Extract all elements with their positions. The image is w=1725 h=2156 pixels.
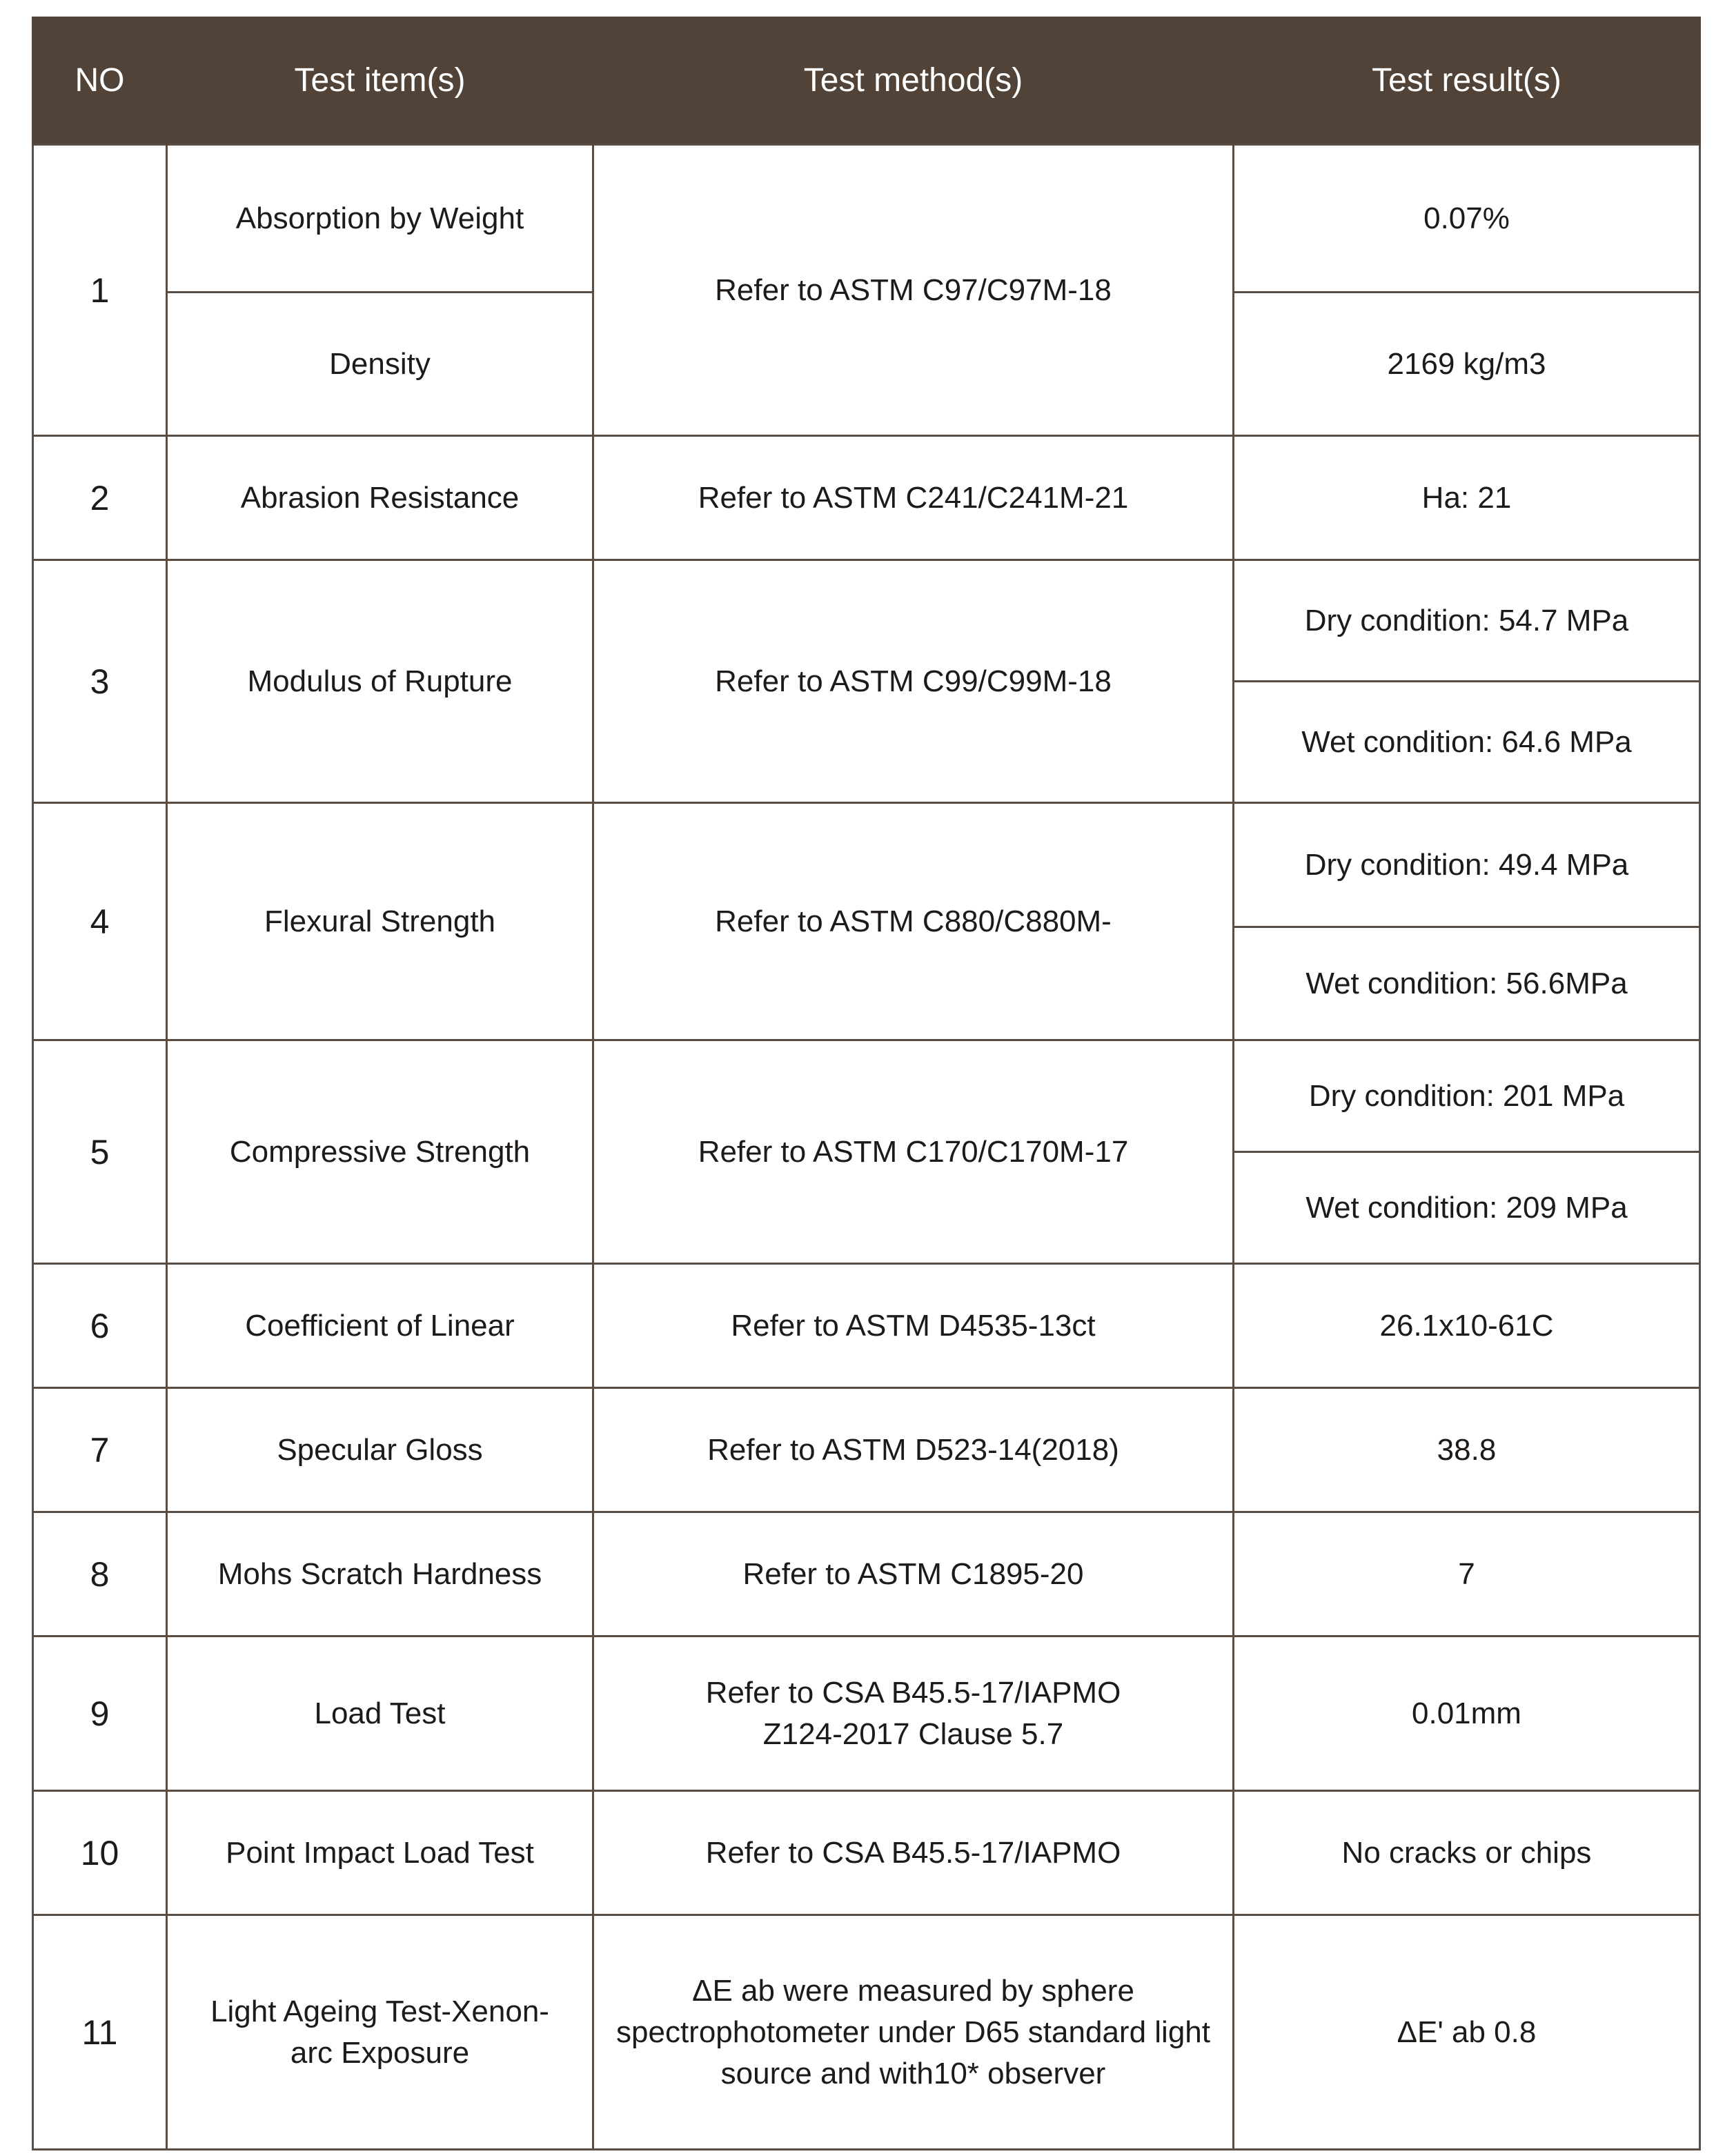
table-row [33,803,1700,927]
test-method-line: Z124-2017 Clause 5.7 [762,1717,1064,1751]
row-number: 9 [33,1636,167,1791]
row-number: 2 [33,436,167,560]
test-result: Wet condition: 64.6 MPa [1234,682,1700,803]
test-method-line: spectrophotometer under D65 standard light [616,2015,1210,2049]
header-test-result: Test result(s) [1234,17,1700,145]
test-result: 26.1x10-61C [1234,1264,1700,1388]
row-number: 5 [33,1040,167,1264]
test-item: Modulus of Rupture [167,560,593,803]
row-number: 11 [33,1915,167,2150]
test-method [593,1636,1234,1791]
header-no: NO [33,17,167,145]
test-method-line: ΔE ab were measured by sphere [692,1973,1134,2008]
test-result: Dry condition: 201 MPa [1234,1040,1700,1152]
table-row [33,1791,1700,1915]
test-result: Dry condition: 49.4 MPa [1234,803,1700,927]
test-result: Wet condition: 209 MPa [1234,1152,1700,1264]
test-item: Load Test [167,1636,593,1791]
table-row [33,1264,1700,1388]
test-result: 7 [1234,1512,1700,1636]
test-method [593,1915,1234,2150]
table-row [33,560,1700,682]
table-row [33,145,1700,293]
test-result: 38.8 [1234,1388,1700,1512]
test-item: Specular Gloss [167,1388,593,1512]
table-row [33,1636,1700,1791]
test-result: 0.01mm [1234,1636,1700,1791]
row-number: 8 [33,1512,167,1636]
header-test-method: Test method(s) [593,17,1234,145]
test-item: Absorption by Weight [167,145,593,293]
test-result: No cracks or chips [1234,1791,1700,1915]
test-item: Coefficient of Linear [167,1264,593,1388]
table-row [33,1915,1700,2150]
test-result: 0.07% [1234,145,1700,293]
test-item: Point Impact Load Test [167,1791,593,1915]
table-row [33,436,1700,560]
test-method: Refer to ASTM C170/C170M-17 [593,1040,1234,1264]
test-item: Compressive Strength [167,1040,593,1264]
test-method: Refer to ASTM C241/C241M-21 [593,436,1234,560]
test-item: Mohs Scratch Hardness [167,1512,593,1636]
test-result: 2169 kg/m3 [1234,293,1700,436]
test-item: Density [167,293,593,436]
test-results-table [32,17,1701,2150]
test-item: Flexural Strength [167,803,593,1040]
test-method-line: source and with10* observer [720,2056,1106,2090]
row-number: 10 [33,1791,167,1915]
row-number: 7 [33,1388,167,1512]
test-method: Refer to ASTM C97/C97M-18 [593,145,1234,436]
test-method: Refer to ASTM C880/C880M- [593,803,1234,1040]
test-result: Ha: 21 [1234,436,1700,560]
test-method-line: Refer to CSA B45.5-17/IAPMO [705,1675,1121,1710]
table-header-row [33,17,1700,145]
test-method: Refer to ASTM C1895-20 [593,1512,1234,1636]
test-method: Refer to ASTM D523-14(2018) [593,1388,1234,1512]
test-item [167,1915,593,2150]
header-test-item: Test item(s) [167,17,593,145]
row-number: 4 [33,803,167,1040]
test-results-sheet [32,17,1699,2150]
row-number: 1 [33,145,167,436]
test-result: ΔE' ab 0.8 [1234,1915,1700,2150]
row-number: 6 [33,1264,167,1388]
test-method: Refer to ASTM D4535-13ct [593,1264,1234,1388]
test-item-line: arc Exposure [290,2035,470,2070]
test-result: Wet condition: 56.6MPa [1234,927,1700,1040]
test-method: Refer to CSA B45.5-17/IAPMO [593,1791,1234,1915]
table-row [33,1040,1700,1152]
table-row [33,1512,1700,1636]
test-item-line: Light Ageing Test-Xenon- [210,1994,549,2028]
test-item: Abrasion Resistance [167,436,593,560]
table-row [33,1388,1700,1512]
test-method: Refer to ASTM C99/C99M-18 [593,560,1234,803]
test-result: Dry condition: 54.7 MPa [1234,560,1700,682]
row-number: 3 [33,560,167,803]
